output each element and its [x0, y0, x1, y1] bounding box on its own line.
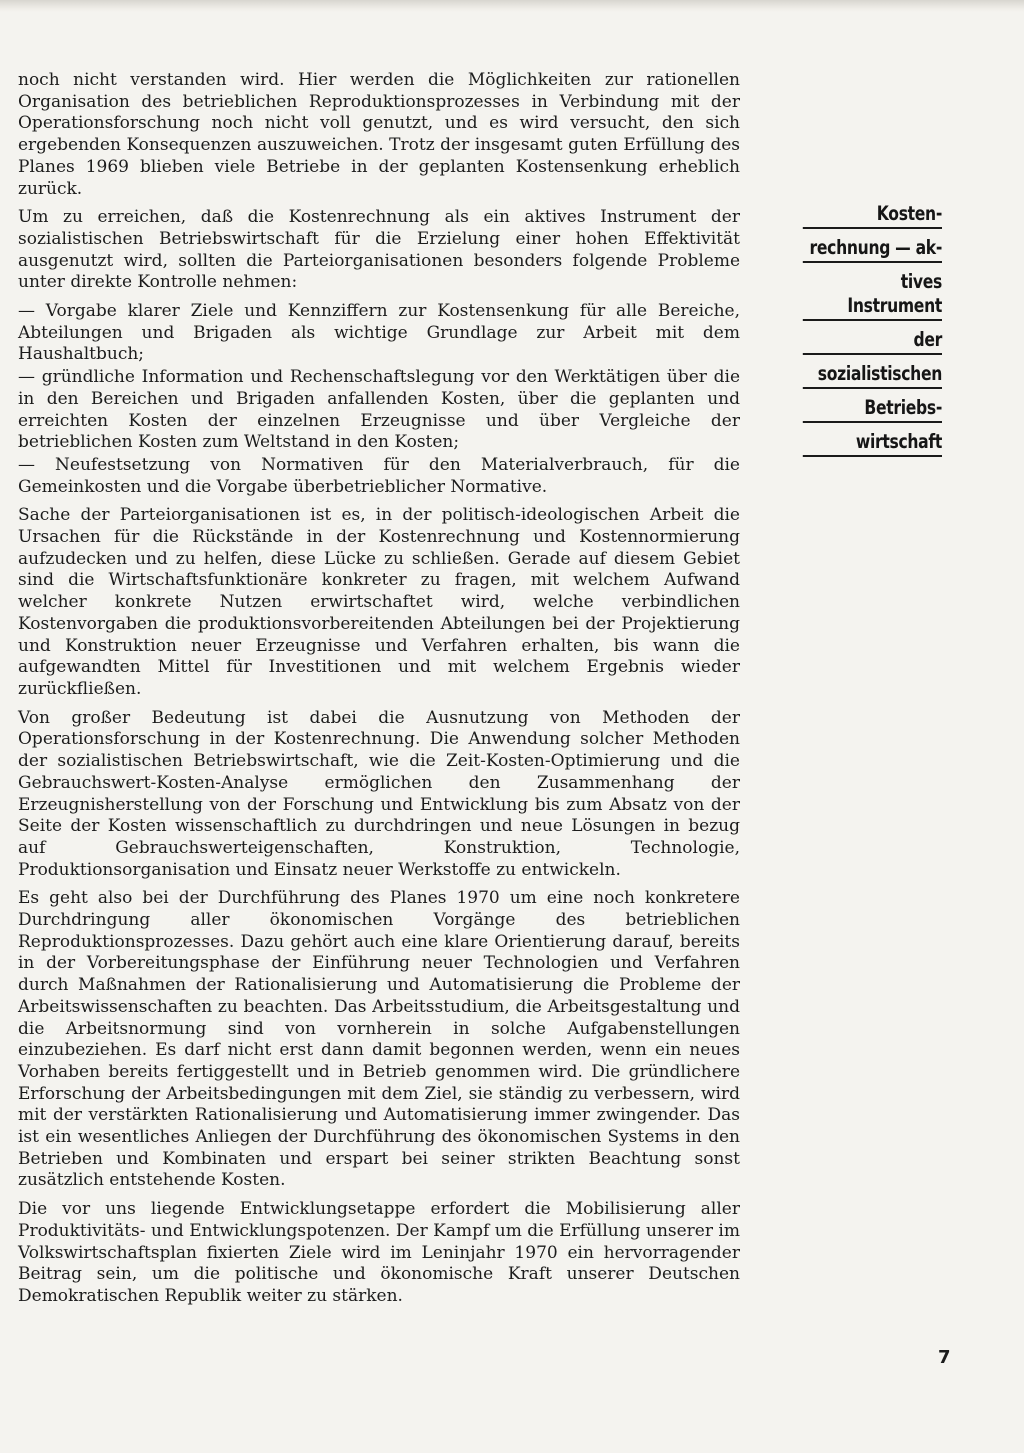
margin-heading-line: tives Instrument: [803, 270, 942, 321]
margin-heading-line: sozialistischen: [803, 362, 942, 389]
paragraph-development-stage: Die vor uns liegende Entwicklungsetappe erfordert die Mobilisierung aller Produktivitäts- und Entwicklungspotenzen. Der Kampf um die Erfüllung unserer im Volkswirtschaftsplan fixierten Ziele wird im Leninjahr 1970 ein hervorragender Beitrag sein, um die politische und ökonomische Kraft unserer Deutschen Demokratischen Republik weiter zu stärken.: [18, 1199, 740, 1306]
margin-heading-line: Betriebs-: [803, 396, 942, 423]
paragraph-operations-research: Von großer Bedeutung ist dabei die Ausnutzung von Methoden der Operationsforschung in der Kostenrechnung. Die Anwendung solcher Methoden der sozialistischen Betriebswirtschaft, wie die Zeit-Kosten-Optimierung und die Gebrauchswert-Kosten-Analyse ermöglichen den Zusammenhang der Erzeugnisherstellung von der Forschung und Entwicklung bis zum Absatz von der Seite der Kosten wissenschaftlich zu durchdringen und neue Lösungen in bezug auf Gebrauchswerteigenschaften, Konstruktion, Technologie, Produktionsorganisation und Einsatz neuer Werkstoffe zu entwickeln.: [18, 707, 740, 880]
paragraph-party-organisations: Sache der Parteiorganisationen ist es, in der politisch-ideologischen Arbeit die Ursachen für die Rückstände in der Kostenrechnung und Kostennormierung aufzudecken und zu helfen, diese Lücke zu schließen. Gerade auf diesem Gebiet sind die Wirtschaftsfunktionäre konkreter zu fragen, mit welchem Aufwand welcher konkrete Nutzen erwirtschaftet wird, welche verbindlichen Kostenvorgaben die produktionsvorbereitenden Abteilungen bei der Projektierung und Konstruktion neuer Erzeugnisse und Verfahren erhalten, bis wann die aufgewandten Mittel für Investitionen und mit welchem Ergebnis wieder zurückfließen.: [18, 505, 740, 699]
paragraph-cost-accounting-goals: Um zu erreichen, daß die Kostenrechnung als ein aktives Instrument der sozialistischen Betriebswirtschaft für die Erzielung einer hohen Effektivität ausgenutzt wird, sollten die Parteiorganisationen besonders folgende Probleme unter direkte Kontrolle nehmen:: [18, 207, 740, 293]
margin-heading-line: wirtschaft: [803, 430, 942, 457]
paragraph-intro-continuation: noch nicht verstanden wird. Hier werden die Möglichkeiten zur rationellen Organisation des betrieblichen Reproduktionsprozesses in Verbindung mit der Operationsforschung noch nicht voll genutzt, und es wird versucht, den sich ergebenden Konsequenzen auszuweichen. Trotz der insgesamt guten Erfüllung des Planes 1969 blieben viele Betriebe in der geplanten Kostensenkung erheblich zurück.: [18, 70, 740, 199]
scan-top-edge: [0, 0, 1024, 12]
list-item: — gründliche Information und Rechenschaftslegung vor den Werktätigen über die in den Bereichen und Brigaden anfallenden Kosten, über die geplanten und erreichten Kosten der einzelnen Erzeugnisse und über Vergleiche der betrieblichen Kosten zum Weltstand in den Kosten;: [18, 367, 740, 453]
list-item: — Vorgabe klarer Ziele und Kennziffern zur Kostensenkung für alle Bereiche, Abteilungen und Brigaden als wichtige Grundlage zur Arbeit mit dem Haushaltbuch;: [18, 301, 740, 365]
margin-heading: [768, 202, 942, 464]
paragraph-plan-1970: Es geht also bei der Durchführung des Planes 1970 um eine noch konkretere Durchdringung aller ökonomischen Vorgänge des betrieblichen Reproduktionsprozesses. Dazu gehört auch eine klare Orientierung darauf, bereits in der Vorbereitungsphase der Einführung neuer Technologien und Verfahren durch Maßnahmen der Rationalisierung und Automatisierung die Probleme der Arbeitswissenschaften zu beachten. Das Arbeitsstudium, die Arbeitsgestaltung und die Arbeitsnormung sind von vornherein in solche Aufgabenstellungen einzubeziehen. Es darf nicht erst dann damit begonnen werden, wenn ein neues Vorhaben bereits fertiggestellt und in Betrieb genommen wird. Die gründlichere Erforschung der Arbeitsbedingungen mit dem Ziel, sie ständig zu verbessern, wird mit der verstärkten Rationalisierung und Automatisierung immer zwingender. Das ist ein wesentliches Anliegen der Durchführung des ökonomischen Systems in den Betrieben und Kombinaten und erspart bei seiner strikten Beachtung sonst zusätzlich entstehende Kosten.: [18, 888, 740, 1191]
margin-heading-line: Kosten-: [803, 202, 942, 229]
list-item: — Neufestsetzung von Normativen für den Materialverbrauch, für die Gemeinkosten und die Vorgabe überbetrieblicher Normative.: [18, 454, 740, 497]
margin-heading-line: der: [803, 328, 942, 355]
control-problems-list: [18, 301, 740, 498]
margin-heading-line: rechnung — ak-: [803, 236, 942, 263]
page-number: 7: [938, 1347, 951, 1368]
main-text-column: [18, 70, 740, 1315]
